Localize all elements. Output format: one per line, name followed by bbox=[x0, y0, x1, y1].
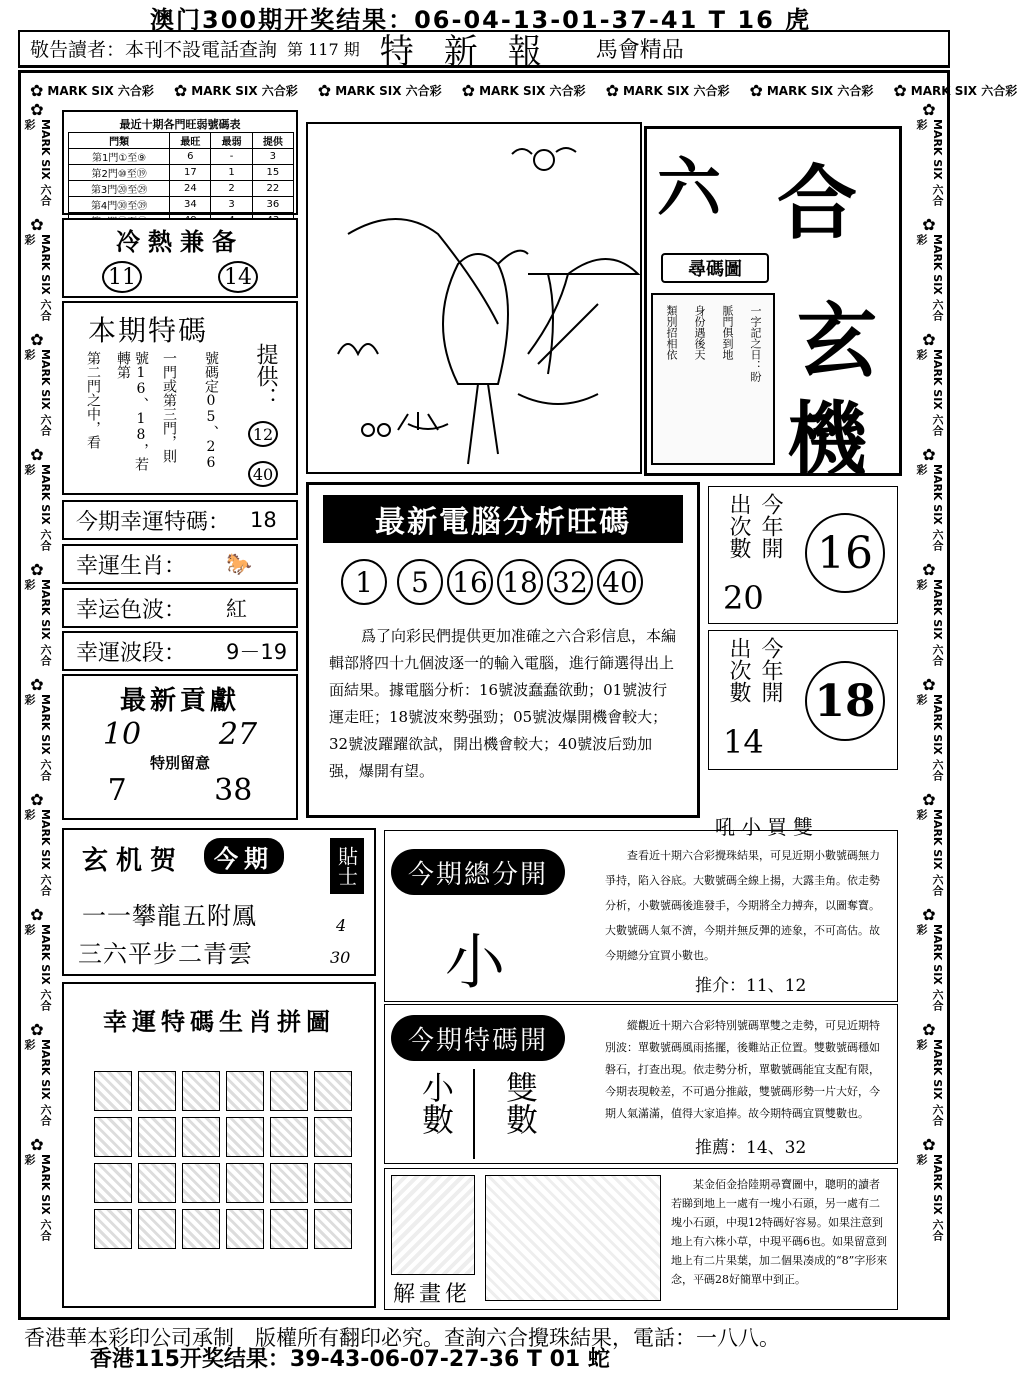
lucky-value: 18 bbox=[250, 508, 277, 532]
puzzle-piece bbox=[182, 1117, 220, 1157]
scroll-text: 身份遇後天 bbox=[693, 305, 706, 360]
flower-icon: ✿ bbox=[30, 790, 44, 809]
footer-results: 香港115开奖结果：39-43-06-07-27-36 T 01 蛇 bbox=[90, 1347, 610, 1372]
lucky-range bbox=[62, 631, 298, 671]
lucky-color bbox=[62, 588, 298, 628]
brand-strip-right: ✿ MARK SIX 六合彩 ✿ MARK SIX 六合彩 ✿ MARK SIX 六合彩 ✿ MARK SIX 六合彩 ✿ MARK SIX 六合彩 ✿ MARK SIX 六合彩 ✿ MARK SIX 六合彩 ✿ MARK SIX 六合彩 ✿ MARK SIX 六合彩 ✿ MARK SIX 六合彩 bbox=[915, 100, 944, 1241]
hot-cold-number: 14 bbox=[218, 261, 258, 293]
flower-icon: ✿ bbox=[893, 80, 907, 100]
puzzle-piece bbox=[182, 1163, 220, 1203]
year-stat-col1: 出次數 bbox=[726, 493, 751, 559]
lucky-zodiac bbox=[62, 544, 298, 584]
flower-icon: ✿ bbox=[922, 100, 936, 119]
puzzle-piece bbox=[226, 1071, 264, 1111]
computer-number: 40 bbox=[597, 559, 643, 605]
xuanji-box bbox=[62, 828, 376, 976]
year-stat-2 bbox=[708, 630, 898, 770]
liuhe-char: 機 bbox=[787, 392, 867, 486]
buy-double-text: 查看近十期六合彩攪珠結果，可見近期小數號碼無力爭持，陷入谷底。大數號碼全線上揚，大露圭角。依走勢分析，小數號碼後進發手，今期將全力搏奔，以圖奪寶。大數號碼人氣不濟，今期并無反彈的迹象，不可高估。故今期總分宜買小數也。 bbox=[605, 849, 880, 962]
book-image-icon bbox=[391, 1175, 475, 1275]
puzzle-piece bbox=[138, 1071, 176, 1111]
lucky-value: 紅 bbox=[226, 597, 248, 621]
puzzle-piece bbox=[138, 1209, 176, 1249]
xuanji-line1: 一一攀龍五附鳳 bbox=[82, 902, 257, 930]
special-code-col4: 號碼定05、26 bbox=[203, 351, 219, 471]
footer-line: 香港華本彩印公司承制 版權所有翻印必究。查詢六合攪珠結果，電話：一八八。 bbox=[24, 1326, 780, 1350]
scene-image-icon bbox=[485, 1175, 661, 1301]
lucky-label: 幸运色波： bbox=[76, 597, 187, 623]
liuhe-char: 合 bbox=[777, 156, 857, 250]
special-number: 40 bbox=[248, 461, 278, 487]
strip-item: ✿ MARK SIX 六合彩 bbox=[30, 80, 154, 100]
flower-icon: ✿ bbox=[30, 1135, 44, 1154]
flower-icon: ✿ bbox=[749, 80, 763, 100]
door-table-box bbox=[62, 110, 298, 215]
divider bbox=[473, 1069, 475, 1159]
contribution-title: 最新貢獻 bbox=[119, 686, 240, 716]
special-open-recommend: 推薦：14、32 bbox=[695, 1138, 807, 1158]
puzzle-piece bbox=[270, 1071, 308, 1111]
year-stat-number: 16 bbox=[805, 513, 885, 593]
tips-label: 貼士 bbox=[330, 838, 364, 894]
flower-icon: ✿ bbox=[922, 445, 936, 464]
top-results: 澳门300期开奖结果：06-04-13-01-37-41 T 16 虎 bbox=[150, 6, 812, 34]
flower-icon: ✿ bbox=[30, 675, 44, 694]
puzzle-piece bbox=[94, 1163, 132, 1203]
total-split-value: 小 bbox=[445, 928, 505, 998]
flower-icon: ✿ bbox=[30, 80, 44, 100]
provide-label: 提供： bbox=[253, 343, 278, 409]
flower-icon: ✿ bbox=[922, 560, 936, 579]
flower-icon: ✿ bbox=[461, 80, 476, 100]
flower-icon: ✿ bbox=[30, 1020, 44, 1039]
flower-icon: ✿ bbox=[922, 790, 936, 809]
picture-interp-box bbox=[384, 1168, 898, 1310]
special-code-col2: 號16、18，若轉第 bbox=[115, 351, 149, 471]
flower-icon: ✿ bbox=[30, 215, 44, 234]
special-code-col3: 一門或第三門，則 bbox=[161, 351, 177, 463]
table-header: 門類 bbox=[69, 133, 170, 149]
buy-double-recommend: 推介：11、12 bbox=[695, 976, 807, 996]
flower-icon: ✿ bbox=[605, 80, 619, 100]
flower-icon: ✿ bbox=[30, 100, 44, 119]
year-stat-count: 14 bbox=[723, 723, 764, 761]
xuanji-line2: 三六平步二青雲 bbox=[78, 940, 253, 968]
puzzle-piece bbox=[94, 1117, 132, 1157]
brand-strip-left: ✿ MARK SIX 六合彩 ✿ MARK SIX 六合彩 ✿ MARK SIX 六合彩 ✿ MARK SIX 六合彩 ✿ MARK SIX 六合彩 ✿ MARK SIX 六合彩 ✿ MARK SIX 六合彩 ✿ MARK SIX 六合彩 ✿ MARK SIX 六合彩 ✿ MARK SIX 六合彩 bbox=[23, 100, 52, 1241]
contribution-box bbox=[62, 674, 298, 820]
bird-drawing-icon bbox=[308, 124, 640, 472]
flower-icon: ✿ bbox=[30, 330, 44, 349]
flower-icon: ✿ bbox=[922, 330, 936, 349]
flower-icon: ✿ bbox=[922, 675, 936, 694]
liuhe-char: 六 bbox=[657, 151, 721, 226]
zodiac-puzzle-box bbox=[62, 982, 376, 1308]
puzzle-piece bbox=[138, 1117, 176, 1157]
puzzle-piece bbox=[270, 1117, 308, 1157]
tip-number: 4 bbox=[336, 916, 347, 935]
strip-item: ✿ MARK SIX 六合彩 bbox=[317, 80, 442, 100]
computer-analysis-box bbox=[306, 482, 700, 818]
special-code-title: 本期特碼 bbox=[88, 314, 209, 347]
puzzle-piece bbox=[314, 1071, 352, 1111]
contribution-number: 10 bbox=[102, 717, 142, 752]
contribution-number: 27 bbox=[218, 717, 258, 752]
scroll-text: 一字記之日：盼 bbox=[749, 305, 762, 382]
contribution-number: 7 bbox=[107, 773, 127, 808]
horse-icon: 🐎 bbox=[226, 551, 253, 576]
year-stat-number: 18 bbox=[805, 661, 885, 741]
flower-icon: ✿ bbox=[317, 80, 332, 100]
flower-icon: ✿ bbox=[922, 1135, 936, 1154]
picture-interp-text: 某金佰金拾陸期尋寶圖中，聰明的讀者若睇到地上一處有一塊小石頭，另一處有二塊小石頭，中現12特碼好容易。如果注意到地上有六株小草，中現平碼6也。如果留意到地上有二片果葉，加二個果凑成的“8”字形來念，平碼28好簡單中到正。 bbox=[671, 1178, 888, 1286]
computer-number: 5 bbox=[397, 559, 443, 605]
puzzle-piece bbox=[94, 1209, 132, 1249]
year-stat-1 bbox=[708, 486, 898, 624]
notice: 敬告讀者：本刊不設電話查詢 bbox=[30, 39, 278, 61]
flower-icon: ✿ bbox=[922, 1020, 936, 1039]
year-stat-col2: 今年開 bbox=[758, 637, 783, 703]
issue-number: 第 117 期 bbox=[287, 40, 360, 59]
computer-number: 1 bbox=[341, 559, 387, 605]
strip-item: ✿ MARK SIX 六合彩 bbox=[605, 80, 730, 100]
find-label: 尋碼圖 bbox=[661, 253, 769, 283]
flower-icon: ✿ bbox=[30, 560, 44, 579]
flower-icon: ✿ bbox=[173, 80, 188, 100]
puzzle-piece bbox=[314, 1163, 352, 1203]
hot-cold-box bbox=[62, 218, 298, 298]
computer-number: 16 bbox=[447, 559, 493, 605]
contribution-note: 特別留意 bbox=[149, 754, 210, 772]
total-split-label: 今期總分開 bbox=[391, 849, 565, 895]
year-stat-count: 20 bbox=[723, 579, 764, 617]
lucky-label: 今期幸運特碼： bbox=[76, 509, 231, 535]
table-row: 第3門⑳至㉙ 24 2 22 bbox=[69, 181, 294, 197]
table-row: 第4門㉚至㊴ 34 3 36 bbox=[69, 197, 294, 213]
table-row: 第2門⑩至⑲ 17 1 15 bbox=[69, 165, 294, 181]
year-stat-col1: 出次數 bbox=[726, 637, 751, 703]
total-split-box bbox=[384, 815, 898, 1002]
door-table bbox=[68, 132, 294, 229]
scroll-text: 脈門俱到地 bbox=[721, 305, 734, 360]
strip-item: ✿ MARK SIX 六合彩 bbox=[749, 80, 874, 100]
lucky-value: 9－19 bbox=[226, 640, 288, 664]
xuanji-title-highlight: 今期 bbox=[204, 838, 284, 874]
brand-strip-top bbox=[30, 78, 1017, 102]
year-stat-col2: 今年開 bbox=[758, 493, 783, 559]
puzzle-piece bbox=[94, 1071, 132, 1111]
zodiac-puzzle-title: 幸運特碼生肖拼圖 bbox=[103, 1007, 335, 1036]
flower-icon: ✿ bbox=[922, 215, 936, 234]
special-open-text: 縱觀近十期六合彩特別號碼單雙之走勢，可見近期特別波：單數號碼風雨搖擺，後難站正位置。雙數號碼穩如磐石，打查出現。依走勢分析，單數號碼能宜支配有限，今期表現較差，不可過分推敲，雙號碼形勢一片大好，今期人氣滿滿，值得大家追捧。故今期特碼宜買雙數也。 bbox=[605, 1019, 880, 1120]
contribution-number: 38 bbox=[214, 773, 253, 808]
puzzle-piece bbox=[270, 1163, 308, 1203]
flower-icon: ✿ bbox=[30, 905, 44, 924]
computer-number: 18 bbox=[497, 559, 543, 605]
bird-illustration bbox=[306, 122, 642, 474]
special-open-box bbox=[384, 1004, 898, 1164]
lucky-label: 幸運波段： bbox=[76, 640, 187, 666]
strip-item: ✿ MARK SIX 六合彩 bbox=[173, 80, 298, 100]
puzzle-piece bbox=[270, 1209, 308, 1249]
special-open-label: 今期特碼開 bbox=[391, 1015, 565, 1061]
strip-item: ✿ MARK SIX 六合彩 bbox=[461, 80, 586, 100]
table-title: 最近十期各門旺弱號碼表 bbox=[119, 118, 241, 131]
header-bar bbox=[18, 30, 950, 72]
liuhe-char: 玄 bbox=[797, 294, 877, 388]
hot-cold-number: 11 bbox=[102, 261, 142, 293]
computer-number: 32 bbox=[547, 559, 593, 605]
table-header: 最弱 bbox=[211, 133, 252, 149]
picture-interp-label: 解畫佬 bbox=[393, 1282, 472, 1307]
puzzle-piece bbox=[226, 1117, 264, 1157]
puzzle-piece bbox=[314, 1209, 352, 1249]
lucky-label: 幸運生肖： bbox=[76, 553, 187, 579]
computer-title: 最新電腦分析旺碼 bbox=[323, 495, 683, 543]
lucky-special bbox=[62, 500, 298, 540]
puzzle-piece bbox=[314, 1117, 352, 1157]
special-number: 12 bbox=[248, 421, 278, 447]
special-code-col1: 第二門之中，看 bbox=[85, 351, 101, 449]
xuanji-title: 玄机贺 bbox=[82, 846, 185, 876]
computer-numbers bbox=[341, 559, 643, 605]
strip-item: ✿ MARK SIX 六合彩 bbox=[893, 80, 1017, 100]
scroll-panel bbox=[651, 293, 775, 465]
special-code-box bbox=[62, 301, 298, 495]
liuhe-xuanji-box bbox=[644, 126, 902, 486]
page-title: 特新報 bbox=[379, 32, 572, 72]
flower-icon: ✿ bbox=[30, 445, 44, 464]
tip-number: 30 bbox=[330, 948, 351, 967]
subtitle: 馬會精品 bbox=[595, 38, 684, 63]
table-header: 提供 bbox=[252, 133, 293, 149]
puzzle-piece bbox=[226, 1209, 264, 1249]
table-header: 最旺 bbox=[170, 133, 211, 149]
special-open-value: 雙數 bbox=[501, 1071, 539, 1135]
puzzle-piece bbox=[138, 1163, 176, 1203]
scroll-text: 類別招相依 bbox=[665, 305, 678, 360]
zodiac-puzzle-grid bbox=[94, 1071, 374, 1249]
puzzle-piece bbox=[182, 1071, 220, 1111]
puzzle-piece bbox=[226, 1163, 264, 1203]
table-row: 第1門①至⑨ 6 - 3 bbox=[69, 149, 294, 165]
hot-cold-title: 冷熱兼备 bbox=[116, 227, 244, 256]
puzzle-piece bbox=[182, 1209, 220, 1249]
special-open-value: 小數 bbox=[417, 1071, 455, 1135]
computer-text: 爲了向彩民們提供更加准確之六合彩信息，本編輯部將四十九個波逐一的輸入電腦，進行篩選得出上面結果。據電腦分析：16號波蠢蠢欲動；01號波行運走旺；18號波來勢强勁；05號波爆開機會較大；32號波躍躍欲試，開出機會較大；40號波后勁加强，爆開有望。 bbox=[329, 627, 677, 780]
flower-icon: ✿ bbox=[922, 905, 936, 924]
buy-double-title: 吼小買雙 bbox=[715, 815, 819, 839]
